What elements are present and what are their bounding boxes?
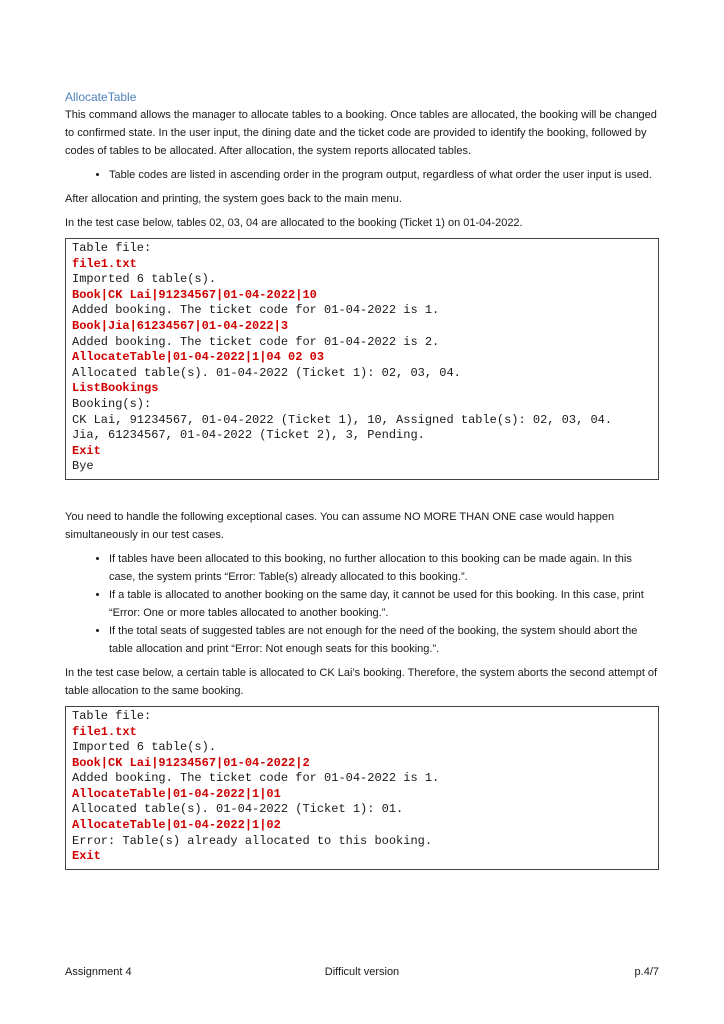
test-case-intro: In the test case below, tables 02, 03, 04 are allocated to the booking (Ticket 1) on 01-04-2022. [65,217,523,229]
code-input-line: file1.txt [72,724,137,739]
code-input-line: AllocateTable|01-04-2022|1|01 [72,786,281,801]
code-output-line: Booking(s): [72,396,152,411]
list-item: • If a table is allocated to another booking on the same day, it cannot be used for this booking. In this case, print “Error: One or more tables allocated to another booking.”. [109,586,659,622]
code-output-line: Imported 6 table(s). [72,272,217,287]
code-input-line: Exit [72,443,101,458]
list-item: • If tables have been allocated to this booking, no further allocation to this booking can be made again. In this case, the system prints “Error: Table(s) already allocated to this booking.”. [109,550,659,586]
after-allocation-text: After allocation and printing, the system goes back to the main menu. [65,193,402,205]
code-block-1 [65,238,659,480]
code-output-line: Allocated table(s). 01-04-2022 (Ticket 1): 02, 03, 04. [72,365,461,380]
code-input-line: AllocateTable|01-04-2022|1|04 02 03 [72,350,325,365]
list-item: • Table codes are listed in ascending order in the program output, regardless of what order the user input is used. [109,166,659,184]
code-output-line: Added booking. The ticket code for 01-04-2022 is 1. [72,771,440,786]
code-input-line: file1.txt [72,256,137,271]
exception-list [65,550,659,658]
code-input-line: ListBookings [72,381,159,396]
code-output-line: Table file: [72,708,152,723]
code-output-line: Added booking. The ticket code for 01-04-2022 is 2. [72,334,440,349]
code-input-line: Exit [72,849,101,864]
test-case-intro-2: In the test case below, a certain table is allocated to CK Lai’s booking. Therefore, the system aborts the second attempt of table allocation to the same booking. [65,666,658,697]
list-item: • If the total seats of suggested tables are not enough for the need of the booking, the system should abort the table allocation and print “Error: Not enough seats for this booking.”. [109,622,659,658]
exceptions-intro: You need to handle the following exceptional cases. You can assume NO MORE THAN ONE case would happen simultaneously in our test cases. [65,510,615,541]
code-output-line: Bye [72,459,94,474]
code-input-line: Book|CK Lai|91234567|01-04-2022|10 [72,287,317,302]
code-input-line: Book|Jia|61234567|01-04-2022|3 [72,318,289,333]
code-output-line: Imported 6 table(s). [72,740,217,755]
code-input-line: AllocateTable|01-04-2022|1|02 [72,818,281,833]
footer-center: Difficult version [324,966,400,978]
code-input-line: Book|CK Lai|91234567|01-04-2022|2 [72,755,310,770]
code-output-line: Added booking. The ticket code for 01-04-2022 is 1. [72,303,440,318]
section-intro: This command allows the manager to allocate tables to a booking. Once tables are allocated, the booking will be changed to confirmed state. In the user input, the dining date and the ticket code are provided to identify the booking, followed by codes of tables to be allocated. After allocation, the system reports allocated tables. [65,109,657,157]
footer-left: Assignment 4 [65,966,132,978]
code-output-line: Error: Table(s) already allocated to this booking. [72,833,433,848]
code-output-line: Table file: [72,241,152,255]
footer-right: p.4/7 [634,966,659,978]
document-page [65,86,659,870]
bullet-list [65,166,659,184]
section-title: AllocateTable [65,90,137,104]
code-output-line: CK Lai, 91234567, 01-04-2022 (Ticket 1), 10, Assigned table(s): 02, 03, 04. [72,412,613,427]
code-output-line: Allocated table(s). 01-04-2022 (Ticket 1): 01. [72,802,404,817]
code-block-2 [65,706,659,870]
code-output-line: Jia, 61234567, 01-04-2022 (Ticket 2), 3, Pending. [72,428,425,443]
